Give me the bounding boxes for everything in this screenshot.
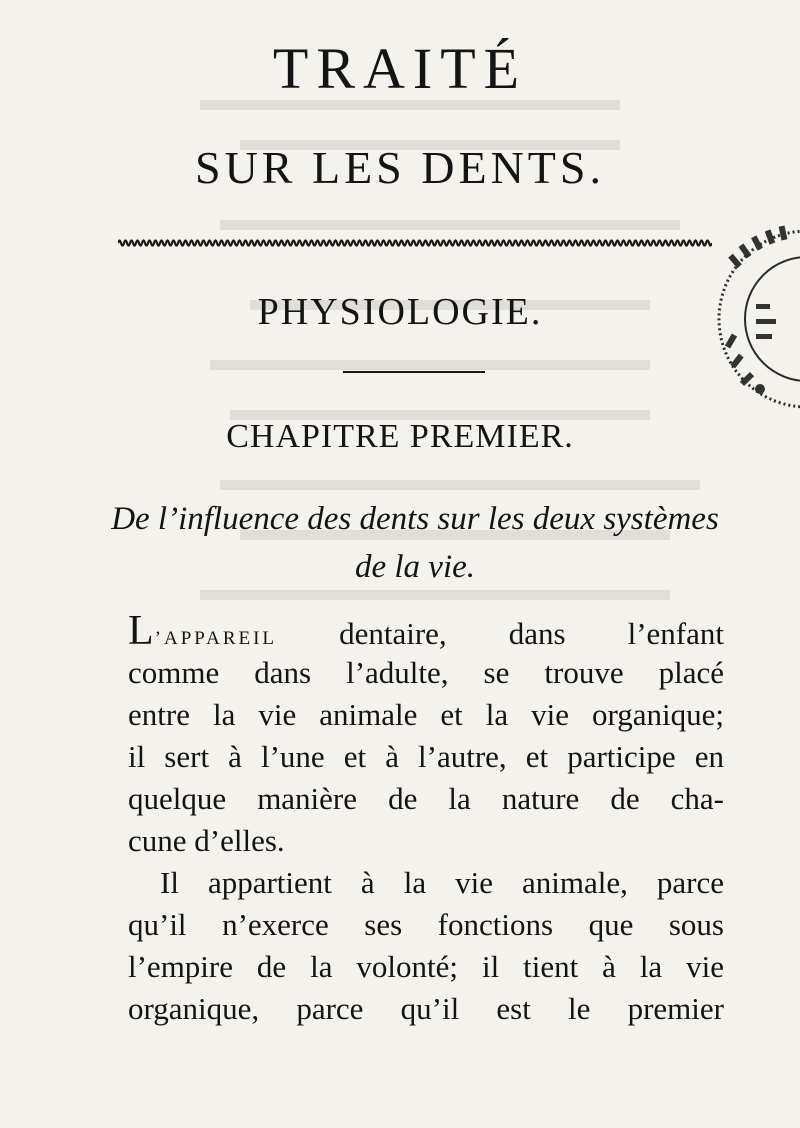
paragraph-1-line-1 <box>128 610 724 652</box>
book-subtitle: SUR LES DENTS. <box>195 142 605 193</box>
chapter-subtitle: De l’influence des dents sur les deux systèmes de la vie. <box>111 501 719 585</box>
paragraph-1-line-4: il sert à l’une et à l’autre, et participe en <box>128 739 724 774</box>
body-text <box>128 610 724 1030</box>
paragraph-2-line-4: organique, parce qu’il est le premier <box>128 991 724 1026</box>
small-caps-word: ’APPAREIL <box>154 628 278 649</box>
drop-cap: L <box>128 608 155 654</box>
paragraph-2-line-1: Il appartient à la vie animale, parce <box>160 865 724 900</box>
divider-rule <box>343 371 485 373</box>
paragraph-1-line-2: comme dans l’adulte, se trouve placé <box>128 655 724 690</box>
section-title: PHYSIOLOGIE. <box>257 291 543 333</box>
paragraph-2-line-3: l’empire de la volonté; il tient à la vie <box>128 949 724 984</box>
paragraph-1-text: dentaire, dans l’enfant <box>277 616 724 651</box>
paragraph-1-line-3: entre la vie animale et la vie organique; <box>128 697 724 732</box>
wavy-rule-ornament-icon <box>118 236 712 250</box>
paragraph-2-line-2: qu’il n’exerce ses fonctions que sous <box>128 907 724 942</box>
chapter-title: CHAPITRE PREMIER. <box>226 418 574 455</box>
paragraph-1-line-5: quelque manière de la nature de cha- <box>128 781 724 816</box>
library-stamp-icon <box>712 214 800 434</box>
paragraph-1-line-6: cune d’elles. <box>128 823 285 858</box>
book-title: TRAITÉ <box>272 36 528 101</box>
